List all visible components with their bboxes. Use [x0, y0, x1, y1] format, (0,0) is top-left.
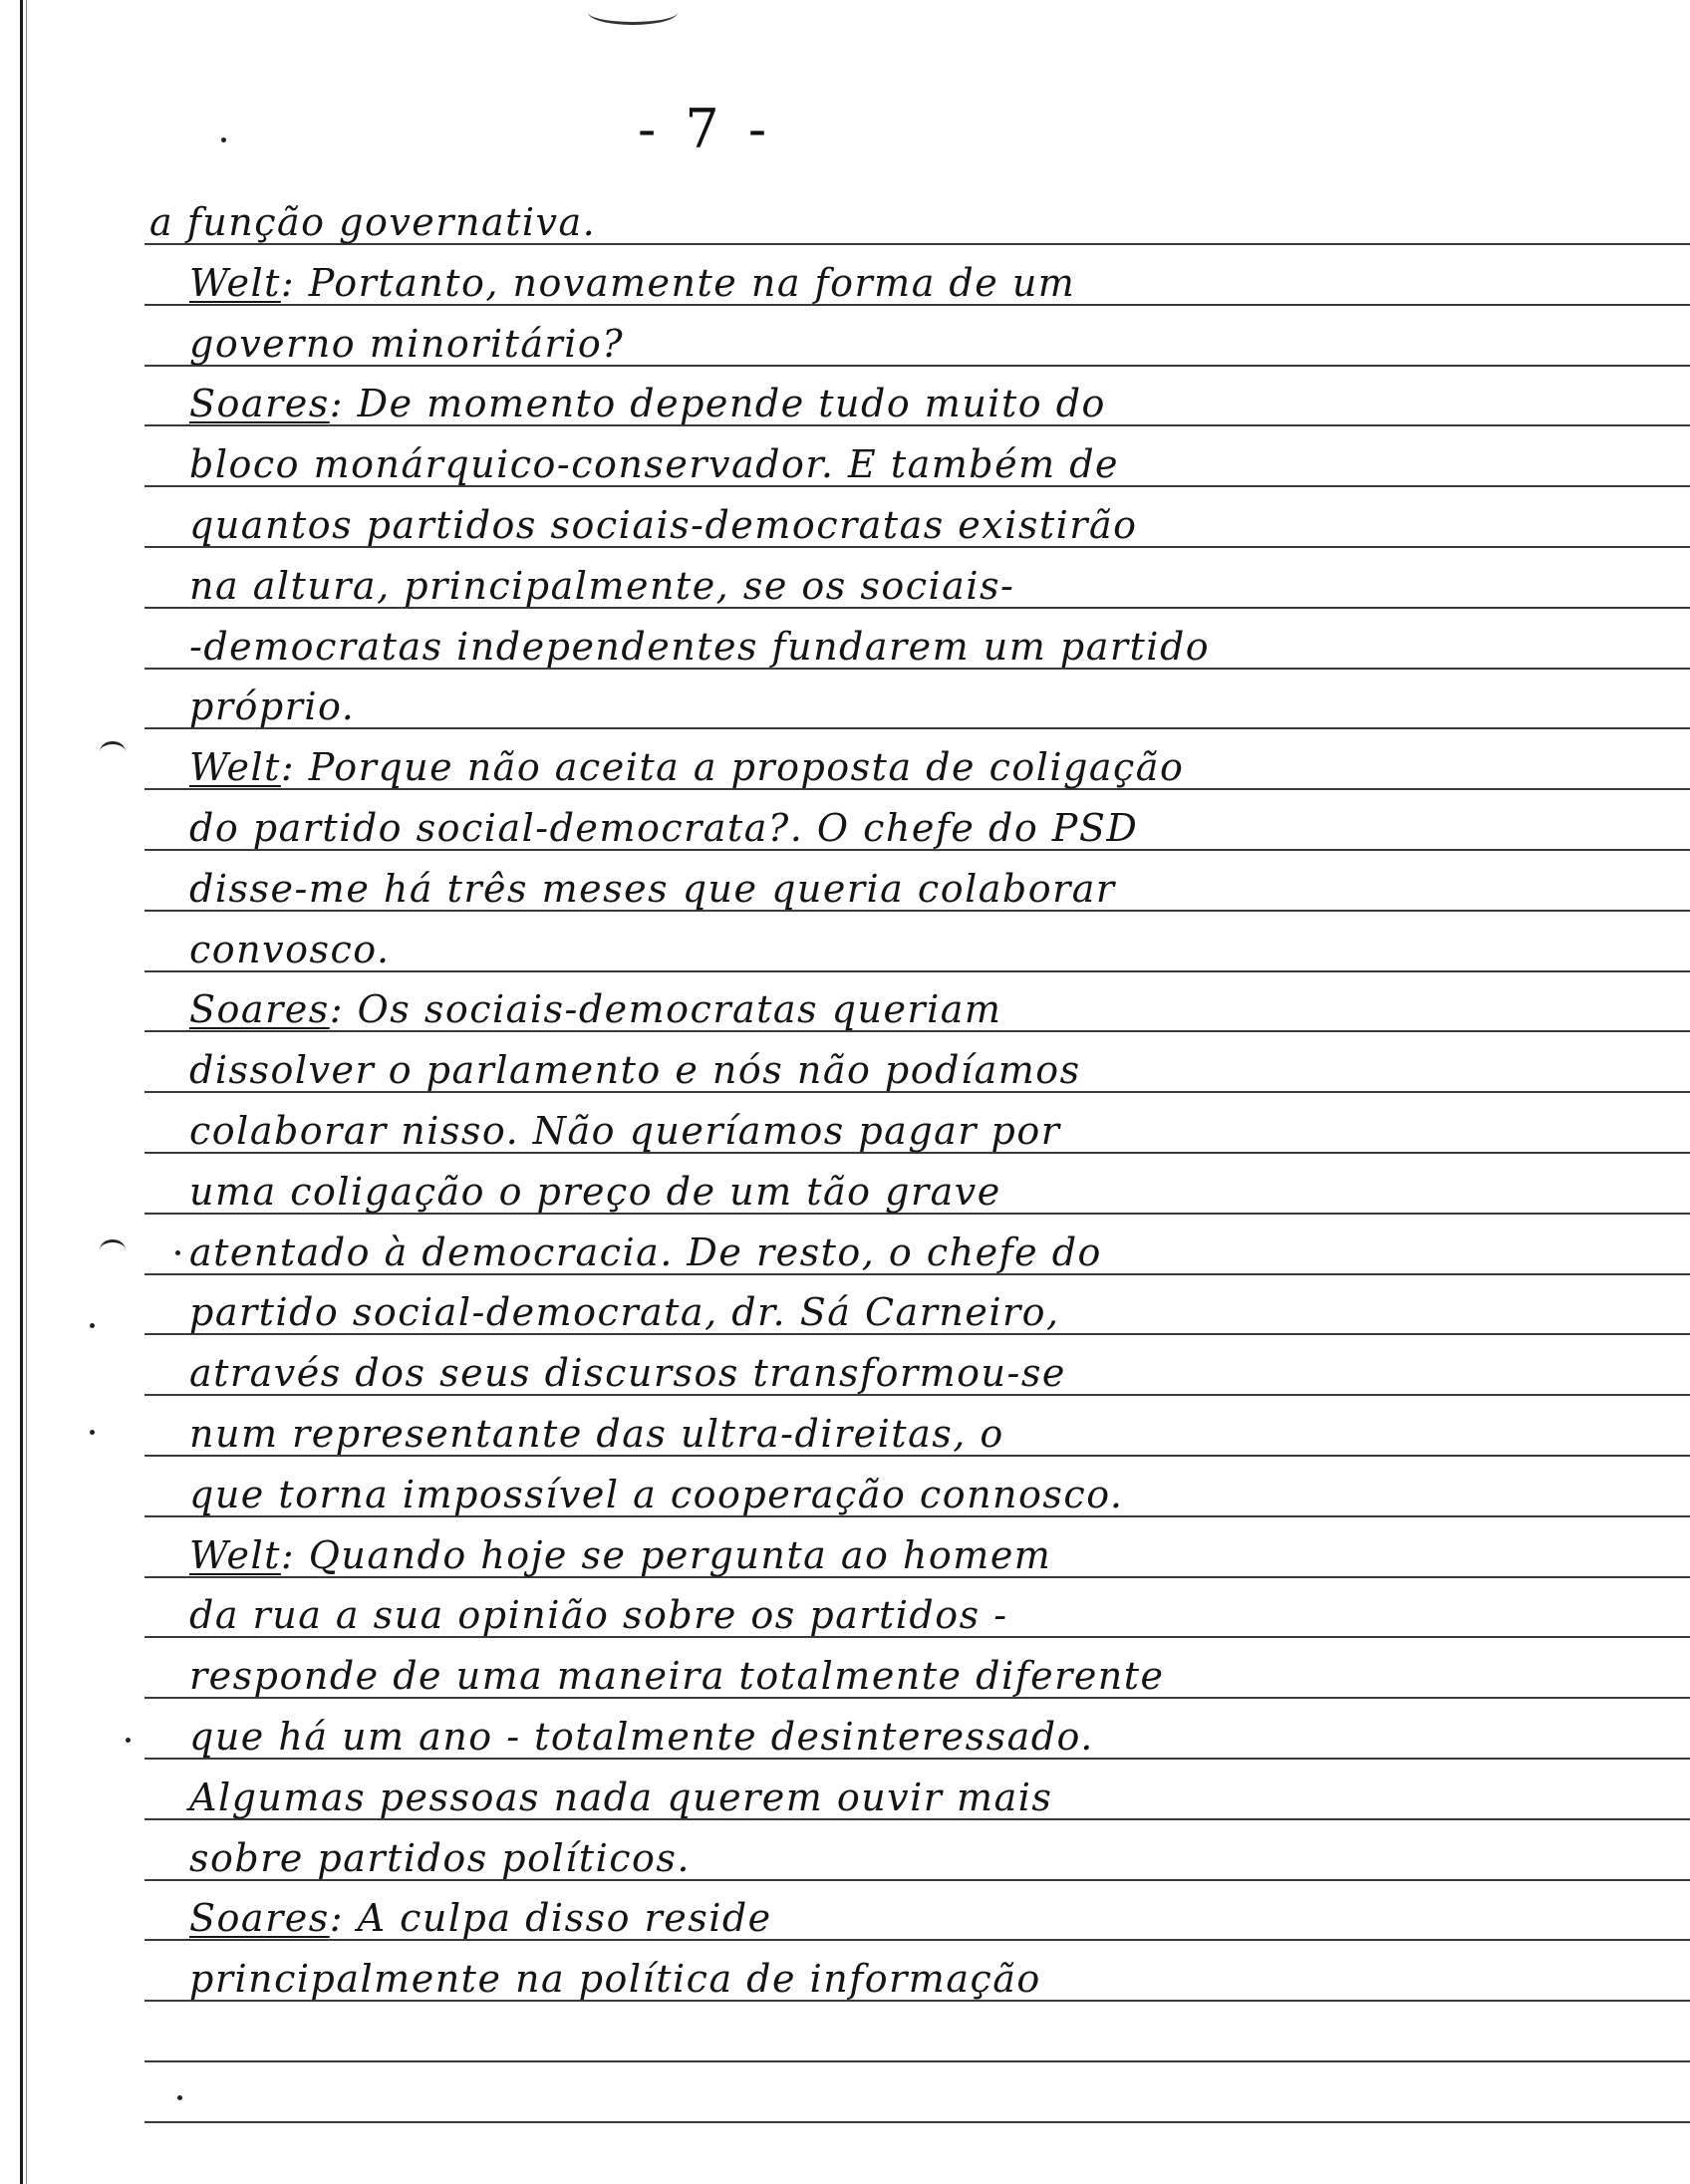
handwritten-line	[189, 925, 1634, 974]
speaker-name: Soares	[189, 1896, 330, 1940]
stray-dot	[90, 1430, 95, 1435]
ruled-line	[144, 2060, 1690, 2062]
line-text: : De momento depende tudo muito do	[329, 382, 1106, 425]
handwritten-line	[189, 1106, 1634, 1156]
handwritten-line	[189, 864, 1634, 914]
line-text: : Portanto, novamente na forma de um	[280, 261, 1076, 305]
page-binding-edge	[20, 0, 23, 2184]
line-text: que torna impossível a cooperação connosco.	[189, 1473, 1124, 1516]
line-text: uma coligação o preço de um tão grave	[189, 1170, 1001, 1214]
line-text: partido social-democrata, dr. Sá Carneiro,	[189, 1290, 1060, 1334]
handwritten-line	[189, 1773, 1634, 1822]
handwritten-line	[189, 1470, 1634, 1519]
top-pen-mark	[588, 0, 678, 25]
line-text: governo minoritário?	[189, 322, 625, 366]
ruled-line	[144, 2121, 1690, 2123]
handwritten-line	[189, 622, 1634, 672]
line-text: bloco monárquico-conservador. E também de	[189, 442, 1120, 486]
handwritten-line	[189, 258, 1634, 308]
line-text: responde de uma maneira totalmente diferente	[189, 1654, 1165, 1698]
line-text: -democratas independentes fundarem um partido	[189, 625, 1211, 669]
line-text: : Os sociais-democratas queriam	[329, 987, 1002, 1031]
handwritten-line	[189, 1045, 1634, 1095]
handwritten-line	[149, 197, 1594, 247]
speaker-name: Welt	[189, 261, 281, 305]
line-text: : Quando hoje se pergunta ao homem	[280, 1533, 1052, 1577]
line-text: próprio.	[189, 684, 356, 728]
line-text: convosco.	[189, 928, 391, 971]
line-text: dissolver o parlamento e nós não podíamos	[189, 1048, 1081, 1092]
line-text: num representante das ultra-direitas, o	[189, 1412, 1004, 1456]
line-text: colaborar nisso. Não queríamos pagar por	[189, 1109, 1061, 1153]
line-text: que há um ano - totalmente desinteressado.	[189, 1715, 1094, 1759]
handwritten-line	[189, 1833, 1634, 1883]
handwritten-line	[189, 439, 1634, 489]
line-text: : A culpa disso reside	[329, 1896, 772, 1940]
stray-dot	[177, 2095, 182, 2100]
handwritten-line	[189, 1228, 1634, 1277]
handwritten-line	[189, 1651, 1634, 1701]
handwritten-line	[189, 1287, 1634, 1337]
line-text: da rua a sua opinião sobre os partidos -	[189, 1593, 1008, 1637]
speaker-name: Welt	[189, 745, 281, 789]
line-text: quantos partidos sociais-democratas existirão	[189, 503, 1138, 547]
line-text: sobre partidos políticos.	[189, 1836, 691, 1880]
line-text: principalmente na política de informação	[189, 1957, 1041, 2001]
handwritten-line	[189, 1348, 1634, 1398]
handwritten-line	[189, 1954, 1634, 2004]
line-text: a função governativa.	[149, 200, 597, 244]
handwritten-line	[189, 319, 1634, 369]
binder-hole-mark	[100, 1239, 126, 1260]
stray-dot	[221, 137, 226, 142]
binder-hole-mark	[100, 741, 126, 762]
handwritten-line	[189, 1590, 1634, 1640]
stray-dot	[126, 1738, 131, 1743]
handwritten-line	[189, 500, 1634, 550]
handwritten-line	[189, 1167, 1634, 1217]
line-text: do partido social-democrata?. O chefe do PSD	[189, 806, 1139, 850]
line-text: através dos seus discursos transformou-se	[189, 1351, 1066, 1395]
speaker-name: Welt	[189, 1533, 281, 1577]
page-number: - 7 -	[638, 98, 773, 160]
handwritten-line	[189, 682, 1634, 731]
line-text: na altura, principalmente, se os sociais-	[189, 564, 1015, 608]
speaker-name: Soares	[189, 382, 330, 425]
handwritten-line	[189, 379, 1634, 428]
speaker-name: Soares	[189, 987, 330, 1031]
handwritten-line	[189, 561, 1634, 611]
handwritten-line	[189, 742, 1634, 792]
handwritten-line	[189, 1893, 1634, 1943]
handwritten-line	[189, 1409, 1634, 1459]
handwritten-line	[189, 1530, 1634, 1580]
stray-dot	[175, 1250, 180, 1255]
handwritten-line	[189, 984, 1634, 1034]
handwritten-line	[189, 1712, 1634, 1762]
handwritten-line	[189, 803, 1634, 853]
stray-dot	[90, 1323, 95, 1328]
line-text: Algumas pessoas nada querem ouvir mais	[189, 1775, 1053, 1819]
line-text: : Porque não aceita a proposta de coligação	[280, 745, 1185, 789]
line-text: disse-me há três meses que queria colaborar	[189, 867, 1116, 911]
page-binding-shadow	[26, 0, 27, 2184]
line-text: atentado à democracia. De resto, o chefe do	[189, 1230, 1102, 1274]
